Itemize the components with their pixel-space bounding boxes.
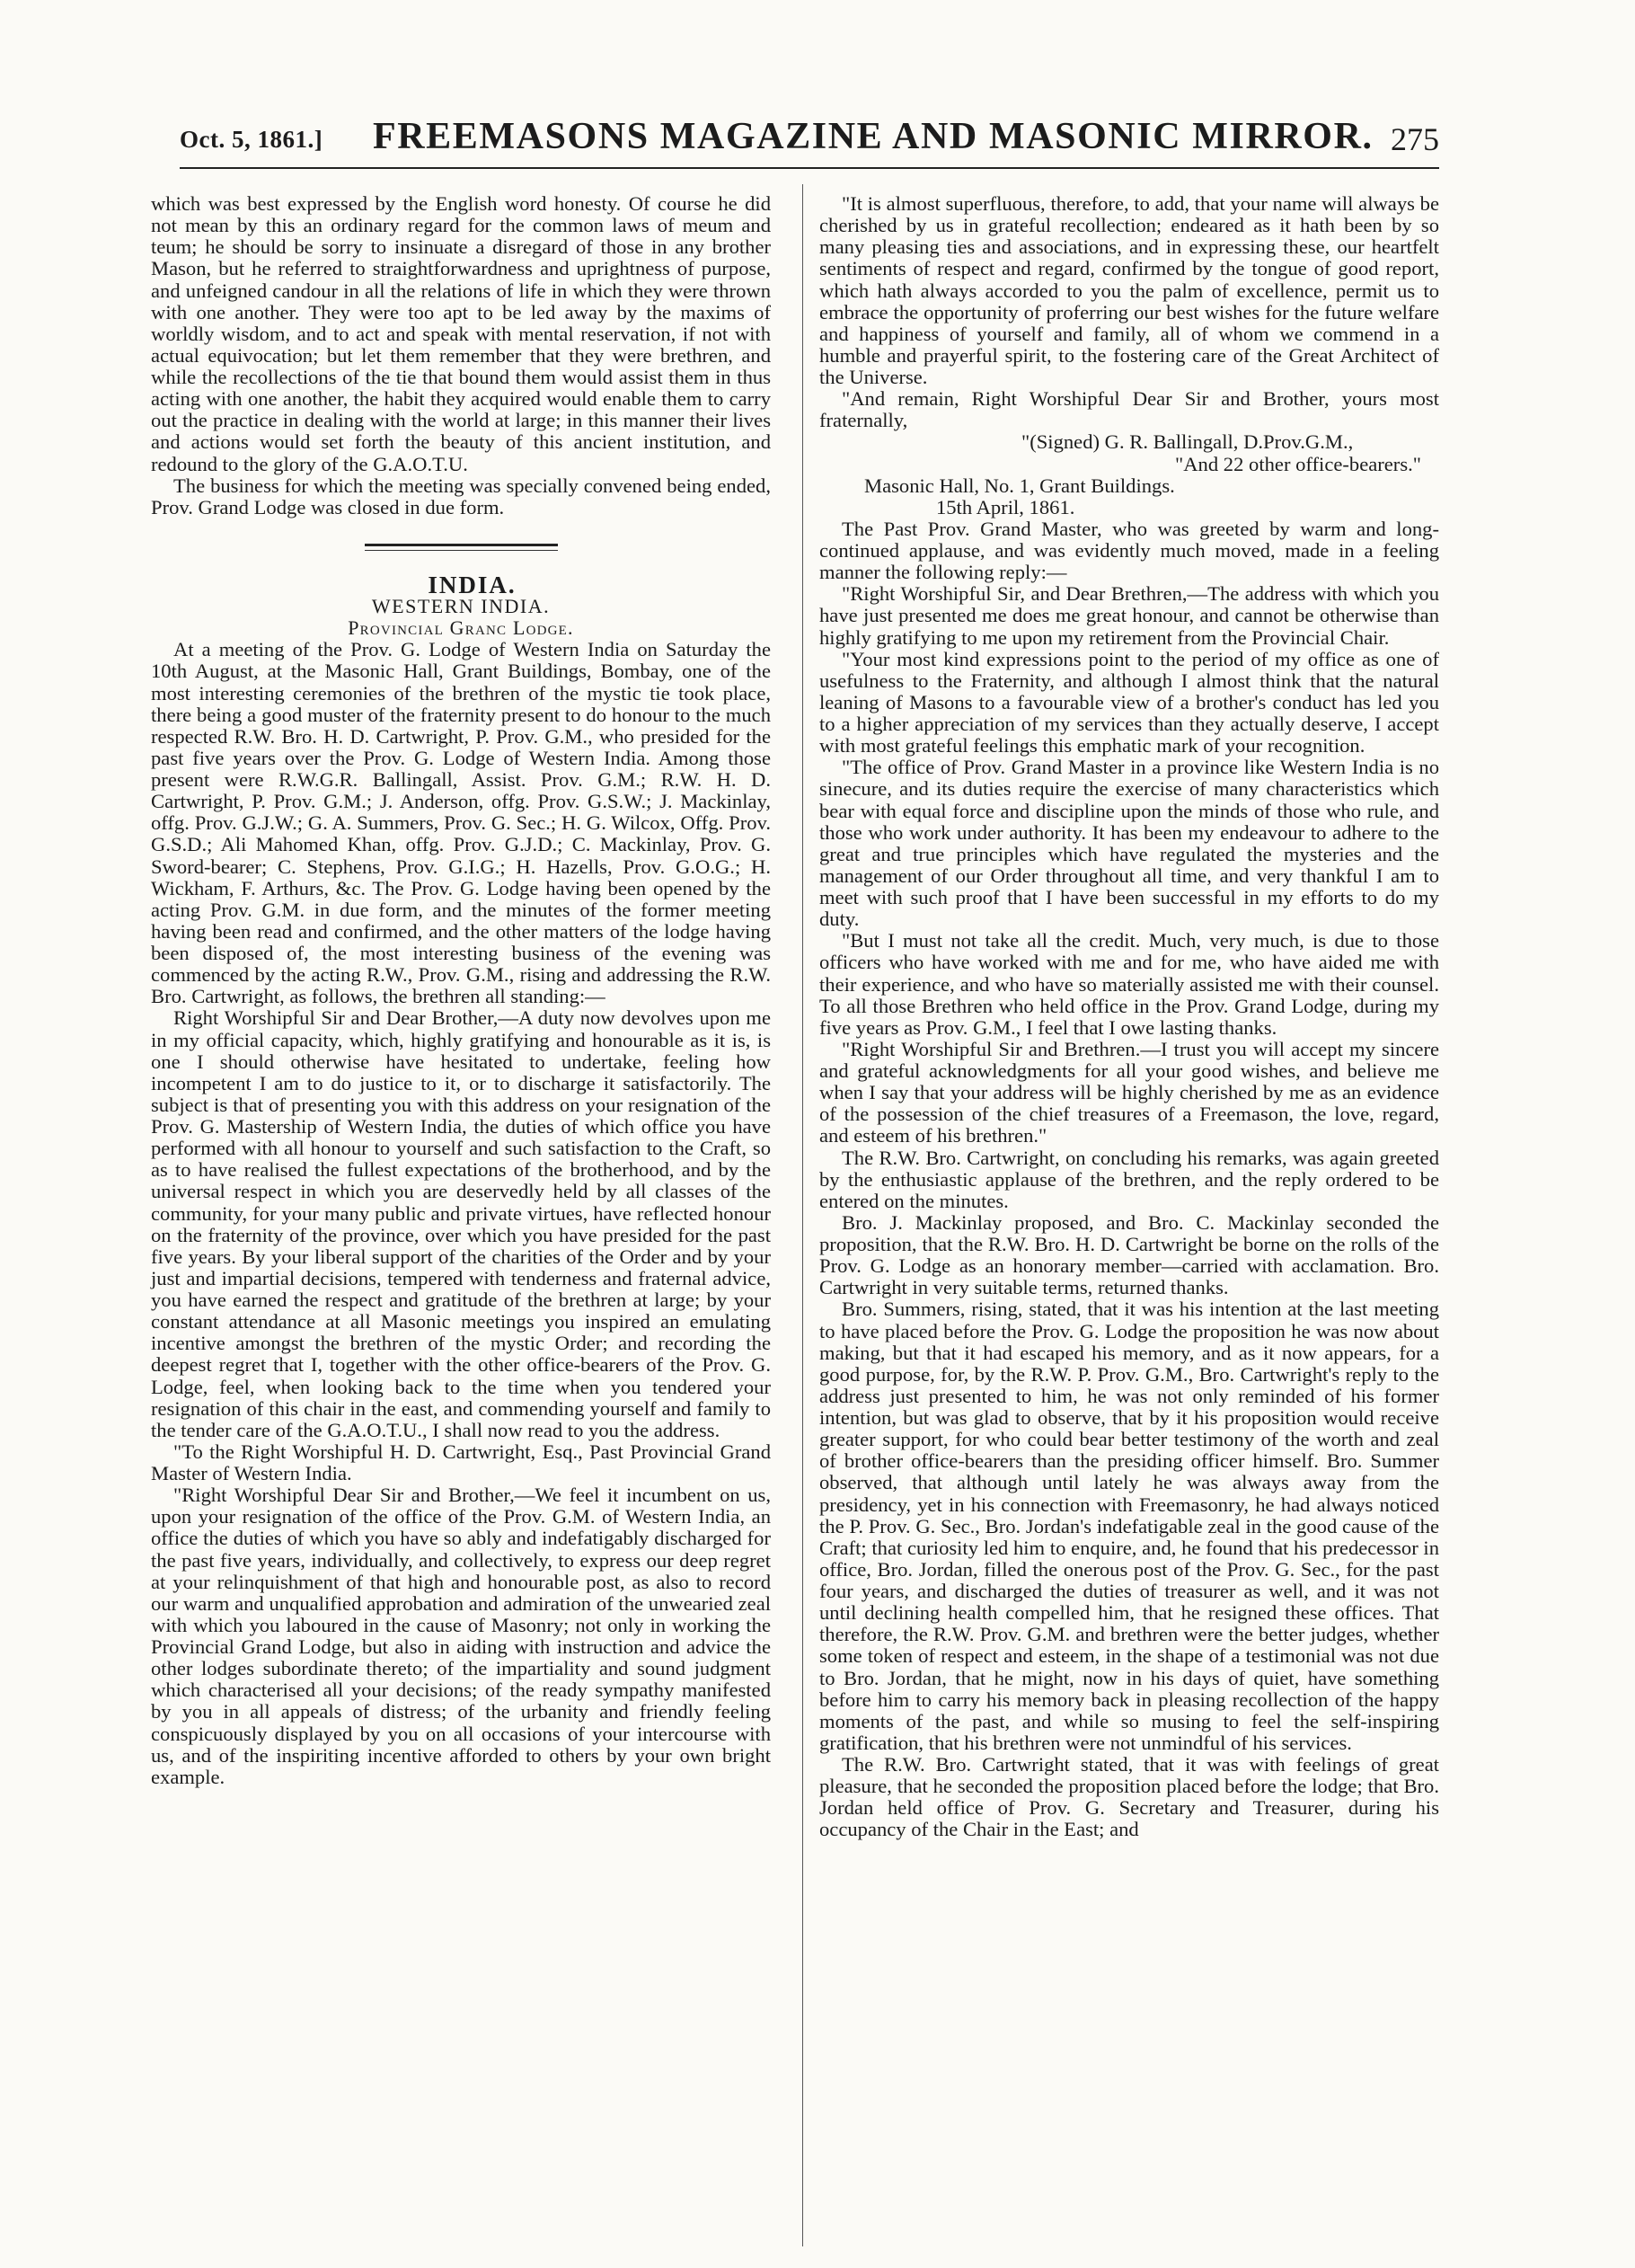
- paragraph: "Your most kind expressions point to the period of my office as one of usefulness to the Fraternity, and although I almost think that the natural leaning of Masons to a favourable view of a brother's conduct has led you to a higher appreciation of my services than they actually deserve, I accept with most grateful feelings this emphatic mark of your recognition.: [819, 647, 1439, 757]
- paragraph: "It is almost superfluous, therefore, to add, that your name will always be cherished by us in grateful recollection; endeared as it hath been by so many pleasing ties and associations, and in expressing these, our heartfelt sentiments of respect and regard, confirmed by the tongue of good report, which hath always accorded to you the palm of excellence, permit us to embrace the opportunity of proferring our best wishes for the future welfare and happiness of yourself and family, all of whom we commend in a humble and prayerful spirit, to the fostering care of the Great Architect of the Universe.: [819, 192, 1439, 388]
- section-heading: INDIA.: [428, 571, 517, 598]
- paragraph: Bro. J. Mackinlay proposed, and Bro. C. Mackinlay seconded the proposition, that the R.W. Bro. H. D. Cartwright be borne on the rolls of the Prov. G. Lodge as an honorary member—carried with acclamation. Bro. Cartwright in very suitable terms, returned thanks.: [819, 1210, 1439, 1299]
- paragraph: At a meeting of the Prov. G. Lodge of Western India on Saturday the 10th August, at the Masonic Hall, Grant Buildings, Bombay, one of the most interesting ceremonies of the brethren of the mystic tie took place, there being a good muster of the fraternity present to do honour to the much respected R.W. Bro. H. D. Cartwright, P. Prov. G.M., who presided for the past five years over the Prov. G. Lodge of Western India. Among those present were R.W.G.R. Ballingall, Assist. Prov. G.M.; R.W. H. D. Cartwright, P. Prov. G.M.; J. Anderson, offg. Prov. G.S.W.; J. Mackinlay, offg. Prov. G.J.W.; G. A. Summers, Prov. G. Sec.; H. G. Wilcox, Offg. Prov. G.S.D.; Ali Mahomed Khan, offg. Prov. G.J.D.; C. Mackinlay, Prov. G. Sword-bearer; C. Stephens, Prov. G.I.G.; H. Hazells, Prov. G.O.G.; H. Wickham, F. Arthurs, &c. The Prov. G. Lodge having been opened by the acting Prov. G.M. in due form, and the minutes of the former meeting having been read and confirmed, and the other matters of the lodge having been disposed of, the most interesting business of the evening was commenced by the acting R.W., Prov. G.M., rising and addressing the R.W. Bro. Cartwright, as follows, the brethren all standing:—: [151, 638, 771, 1008]
- paragraph: "Right Worshipful Sir and Brethren.—I trust you will accept my sincere and grateful acknowledgments for all your good wishes, and believe me when I say that your address will be highly cherished by me as an evidence of the possession of the chief treasures of a Freemason, the love, regard, and esteem of his brethren.": [819, 1037, 1439, 1147]
- paragraph: "And remain, Right Worshipful Dear Sir and Brother, yours most fraternally,: [819, 387, 1439, 432]
- paragraph: Right Worshipful Sir and Dear Brother,—A duty now devolves upon me in my official capacity, which, highly gratifying and honourable as it is, is one I should otherwise have hesitated to undertake, feeling how incompetent I am to do justice to it, or to discharge it satisfactorily. The subject is that of presenting you with this address on your resignation of the Prov. G. Mastership of Western India, the duties of which office you have performed with all honour to yourself and such satisfaction to the Craft, so as to have realised the fullest expectations of the brotherhood, and by the universal respect in which you are deservedly held by all classes of the community, for your many public and private virtues, have reflected honour on the fraternity of the province, over which you have presided for the past five years. By your liberal support of the charities of the Order and by your just and impartial decisions, tempered with tenderness and fraternal advice, you have earned the respect and gratitude of the brethren at large; by your constant attendance at all Masonic meetings you inspired an emulating incentive amongst the brethren of the mystic Order; and recording the deepest regret that I, together with the other office-bearers of the Prov. G. Lodge, feel, when looking back to the time when you tendered your resignation of this chair in the east, and commending yourself and family to the tender care of the G.A.O.T.U., I shall now read to you the address.: [151, 1006, 771, 1441]
- running-header: [180, 115, 1439, 155]
- paragraph: "But I must not take all the credit. Much, very much, is due to those officers who have worked with me and for me, who have aided me with their experience, and who have so materially assisted me with their counsel. To all those Brethren who held office in the Prov. Grand Lodge, during my five years as Prov. G.M., I feel that I owe lasting thanks.: [819, 929, 1439, 1039]
- header-rule: [180, 167, 1439, 169]
- right-column: [819, 193, 1439, 1841]
- paragraph: "Right Worshipful Sir, and Dear Brethren,—The address with which you have just presented me does me great honour, and cannot be otherwise than highly gratifying to me upon my retirement from the Provincial Chair.: [819, 582, 1439, 649]
- paragraph: which was best expressed by the English word honesty. Of course he did not mean by this an ordinary regard for the common laws of meum and teum; he should be sorry to insinuate a disregard of those in any brother Mason, but he referred to straightforwardness and uprightness of purpose, and unfeigned candour in all the relations of life in which they were thrown with one another. They were too apt to be led away by the maxims of worldly wisdom, and to act and speak with mental reservation, if not with actual equivocation; but let them remember that they were brethren, and while the recollections of the tie that bound them would assist them in thus acting with one another, the habit they acquired would enable them to carry out the practice in dealing with the world at large; in this manner their lives and actions would set forth the beauty of this ancient institution, and redound to the glory of the G.A.O.T.U.: [151, 192, 771, 475]
- left-column: [151, 193, 771, 1788]
- paragraph: The Past Prov. Grand Master, who was greeted by warm and long-continued applause, and was evidently much moved, made in a feeling manner the following reply:—: [819, 517, 1439, 584]
- signature-addendum: "And 22 other office-bearers.": [1175, 452, 1421, 475]
- section-subheading-lodge: Provincial Granc Lodge.: [348, 616, 574, 640]
- paragraph: The R.W. Bro. Cartwright stated, that it was with feelings of great pleasure, that he seconded the proposition placed before the lodge; that Bro. Jordan held office of Prov. G. Secretary and Treasurer, during his occupancy of the Chair in the East; and: [819, 1753, 1439, 1841]
- paragraph: The business for which the meeting was specially convened being ended, Prov. Grand Lodge was closed in due form.: [151, 474, 771, 518]
- paragraph: "To the Right Worshipful H. D. Cartwright, Esq., Past Provincial Grand Master of Western India.: [151, 1440, 771, 1484]
- paragraph: "The office of Prov. Grand Master in a province like Western India is no sinecure, and its duties require the exercise of many characteristics which bear with equal force and discipline upon the minds of those who rule, and those who work under authority. It has been my endeavour to adhere to the great and true principles which have regulated the mysteries and the management of our Order throughout all time, and very thankful I am to meet with such proof that I have been successful in my efforts to do my duty.: [819, 756, 1439, 931]
- paragraph: The R.W. Bro. Cartwright, on concluding his remarks, was again greeted by the enthusiastic applause of the brethren, and the reply ordered to be entered on the minutes.: [819, 1146, 1439, 1212]
- section-subheading: WESTERN INDIA.: [371, 595, 551, 617]
- column-separator: [802, 184, 803, 2246]
- magazine-title: FREEMASONS MAGAZINE AND MASONIC MIRROR.: [373, 116, 1374, 157]
- signature-line: "(Signed) G. R. Ballingall, D.Prov.G.M.,: [1021, 430, 1354, 454]
- address-date: 15th April, 1861.: [936, 495, 1075, 518]
- page-number: 275: [1391, 121, 1439, 157]
- section-divider: [365, 544, 558, 551]
- issue-date: Oct. 5, 1861.]: [180, 126, 323, 153]
- paragraph: "Right Worshipful Dear Sir and Brother,—We feel it incumbent on us, upon your resignation of the office of the Prov. G.M. of Western India, an office the duties of which you have so ably and indefatigably discharged for the past five years, individually, and collectively, to express our deep regret at your relinquishment of that high and honourable post, as also to record our warm and unqualified approbation and admiration of the unwearied zeal with which you laboured in the cause of Masonry; not only in working the Provincial Grand Lodge, but also in aiding with instruction and advice the other lodges subordinate thereto; of the impartiality and sound judgment which characterised all your decisions; of the ready sympathy manifested by you in all appeals of distress; of the urbanity and friendly feeling conspicuously displayed by you on all occasions of your intercourse with us, and of the inspiriting incentive afforded to others by your own bright example.: [151, 1484, 771, 1788]
- paragraph: Bro. Summers, rising, stated, that it was his intention at the last meeting to have placed before the Prov. G. Lodge the proposition he was now about making, but that it had escaped his memory, and as it now appears, for a good purpose, for, by the R.W. P. Prov. G.M., Bro. Cartwright's reply to the address just presented to him, he was not only reminded of his former intention, but was glad to observe, that by it his proposition would receive greater support, for who could bear better testimony of the worth and zeal of brother office-bearers than the presiding officer himself. Bro. Summer observed, that although until lately he was always away from the presidency, yet in his connection with Freemasonry, he had always noticed the P. Prov. G. Sec., Bro. Jordan's indefatigable zeal in the good cause of the Craft; that curiosity led him to enquire, and, he found that his predecessor in office, Bro. Jordan, filled the onerous post of the Prov. G. Sec., for the past four years, and discharged the duties of treasurer as well, and it was not until declining health compelled him, that he resigned these offices. That therefore, the R.W. Prov. G.M. and brethren were the better judges, whether some token of respect and esteem, in the shape of a testimonial was not due to Bro. Jordan, that he might, now in his days of quiet, have something before him to carry his memory back in pleasing recollection of the happy moments of the past, and while so musing to feel the self-inspiring gratification, that his brethren were not unmindful of his services.: [819, 1298, 1439, 1754]
- address-line: Masonic Hall, No. 1, Grant Buildings.: [864, 474, 1175, 497]
